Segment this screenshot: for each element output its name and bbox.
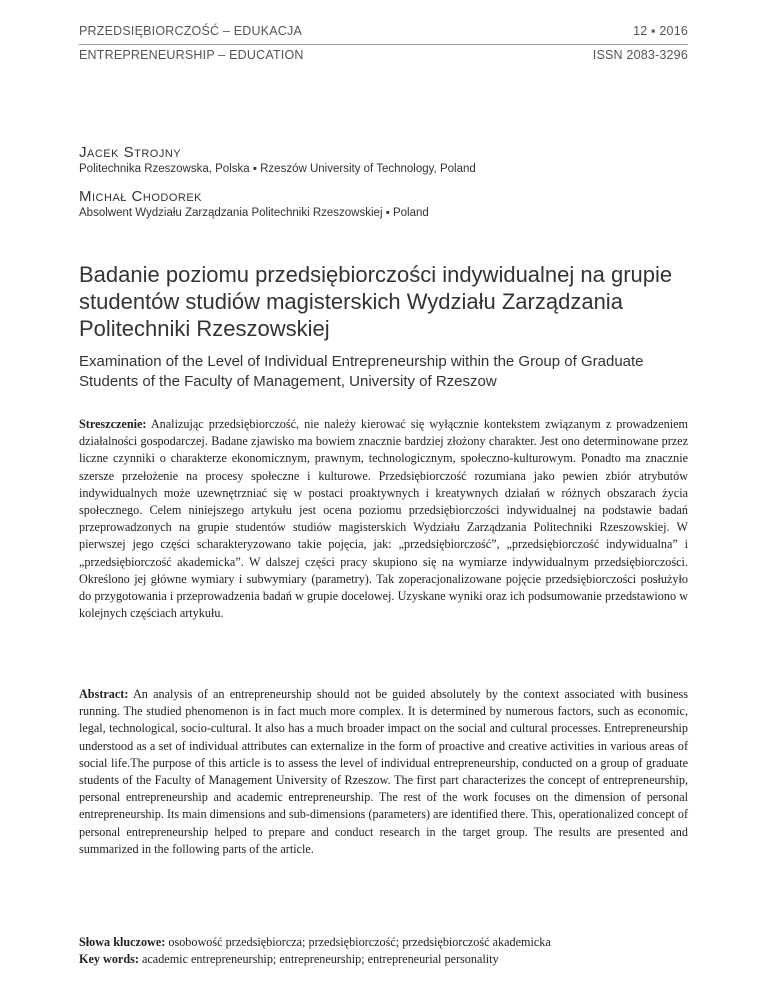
journal-name-en: ENTREPRENEURSHIP – EDUCATION [79,48,304,62]
article-subtitle: Examination of the Level of Individual Entrepreneurship within the Group of Graduate Students of the Faculty of Management, University of Rzeszow [79,353,644,390]
author-name: Jacek Strojny [79,144,182,161]
header-divider-right [388,44,688,45]
keywords-pl-text: osobowość przedsiębiorcza; przedsiębiorczość; przedsiębiorczość akademicka [168,935,551,949]
abstract-pl [79,416,688,622]
abstract-en [79,686,688,858]
issue-number: 12 ▪ 2016 [633,24,688,38]
abstract-pl-text: Analizując przedsiębiorczość, nie należy kierować się wyłącznie kontekstem związanym z prowadzeniem działalności gospodarczej. Badane zjawisko ma bowiem znacznie bardziej złożony charakter. Jest ono determinowane przez liczne czynniki o charakterze ekonomicznym, prawnym, technologicznym, społeczno-kulturowym. Ponadto ma znacznie szersze przełożenie na procesy społeczne i kulturowe. Przedsiębiorczość rozumiana jako pewien zbiór atrybutów indywidualnych może uzewnętrzniać się w postaci proaktywnych i kreatywnych działań w różnych obszarach życia społecznego. Celem niniejszego artykułu jest ocena poziomu przedsiębiorczości indywidualnej na podstawie badań przeprowadzonych na grupie studentów studiów magisterskich Wydziału Zarządzania Politechniki Rzeszowskiej. W pierwszej jego części scharakteryzowano takie pojęcia, jak: „przedsiębiorczość”, „przedsiębiorczość indywidualna” i „przedsiębiorczość akademicka”. W dalszej części pracy skupiono się na wymiarze indywidualnym przedsiębiorczości. Określono jej główne wymiary i subwymiary (parametry). Tak zoperacjonalizowane pojęcie przedsiębiorczości posłużyło do przygotowania i przeprowadzenia badań w grupie docelowej. Uzyskane wyniki oraz ich podsumowanie przedstawiono w kolejnych częściach artykułu. [79,417,688,621]
article-title: Badanie poziomu przedsiębiorczości indywidualnej na grupie studentów studiów magisterskich Wydziału Zarządzania Politechniki Rzeszowskiej [79,262,673,341]
keywords-en-text: academic entrepreneurship; entrepreneurship; entrepreneurial personality [141,952,499,966]
author-name: Michał Chodorek [79,188,203,205]
author-affiliation: Politechnika Rzeszowska, Polska ▪ Rzeszów University of Technology, Poland [79,163,476,175]
keywords-pl [79,934,688,951]
keywords-en-label: Key words: [79,952,139,966]
abstract-en-label: Abstract: [79,687,129,701]
keywords-en [79,951,688,968]
abstract-en-text: An analysis of an entrepreneurship should not be guided absolutely by the context associated with business running. The studied phenomenon is in fact much more complex. It is determined by numerous factors, such as economic, legal, technological, socio-cultural. It also has a much broader impact on the social and cultural processes. Entrepreneurship understood as a set of individual attributes can externalize in the form of proactive and creative activities in various areas of social life.The purpose of this article is to assess the level of individual entrepreneurship, conducted on a group of graduate students of the Faculty of Management University of Rzeszow. The first part characterizes the concept of entrepreneurship, personal entrepreneurship and academic entrepreneurship. The rest of the work focuses on the dimension of personal entrepreneurship. Its main dimensions and sub-dimensions (parameters) are identified there. This, operationalized concept of personal entrepreneurship helped to prepare and conduct research in the target group. The results are presented and summarized in the following parts of the article. [79,687,688,856]
journal-header-right [388,22,688,64]
keywords-pl-label: Słowa kluczowe: [79,935,166,949]
issn: ISSN 2083-3296 [592,48,688,62]
author-affiliation: Absolwent Wydziału Zarządzania Politechniki Rzeszowskiej ▪ Poland [79,207,429,219]
authors-block [79,143,699,231]
journal-name-pl: PRZEDSIĘBIORCZOŚĆ – EDUKACJA [79,24,303,38]
abstract-pl-label: Streszczenie: [79,417,147,431]
